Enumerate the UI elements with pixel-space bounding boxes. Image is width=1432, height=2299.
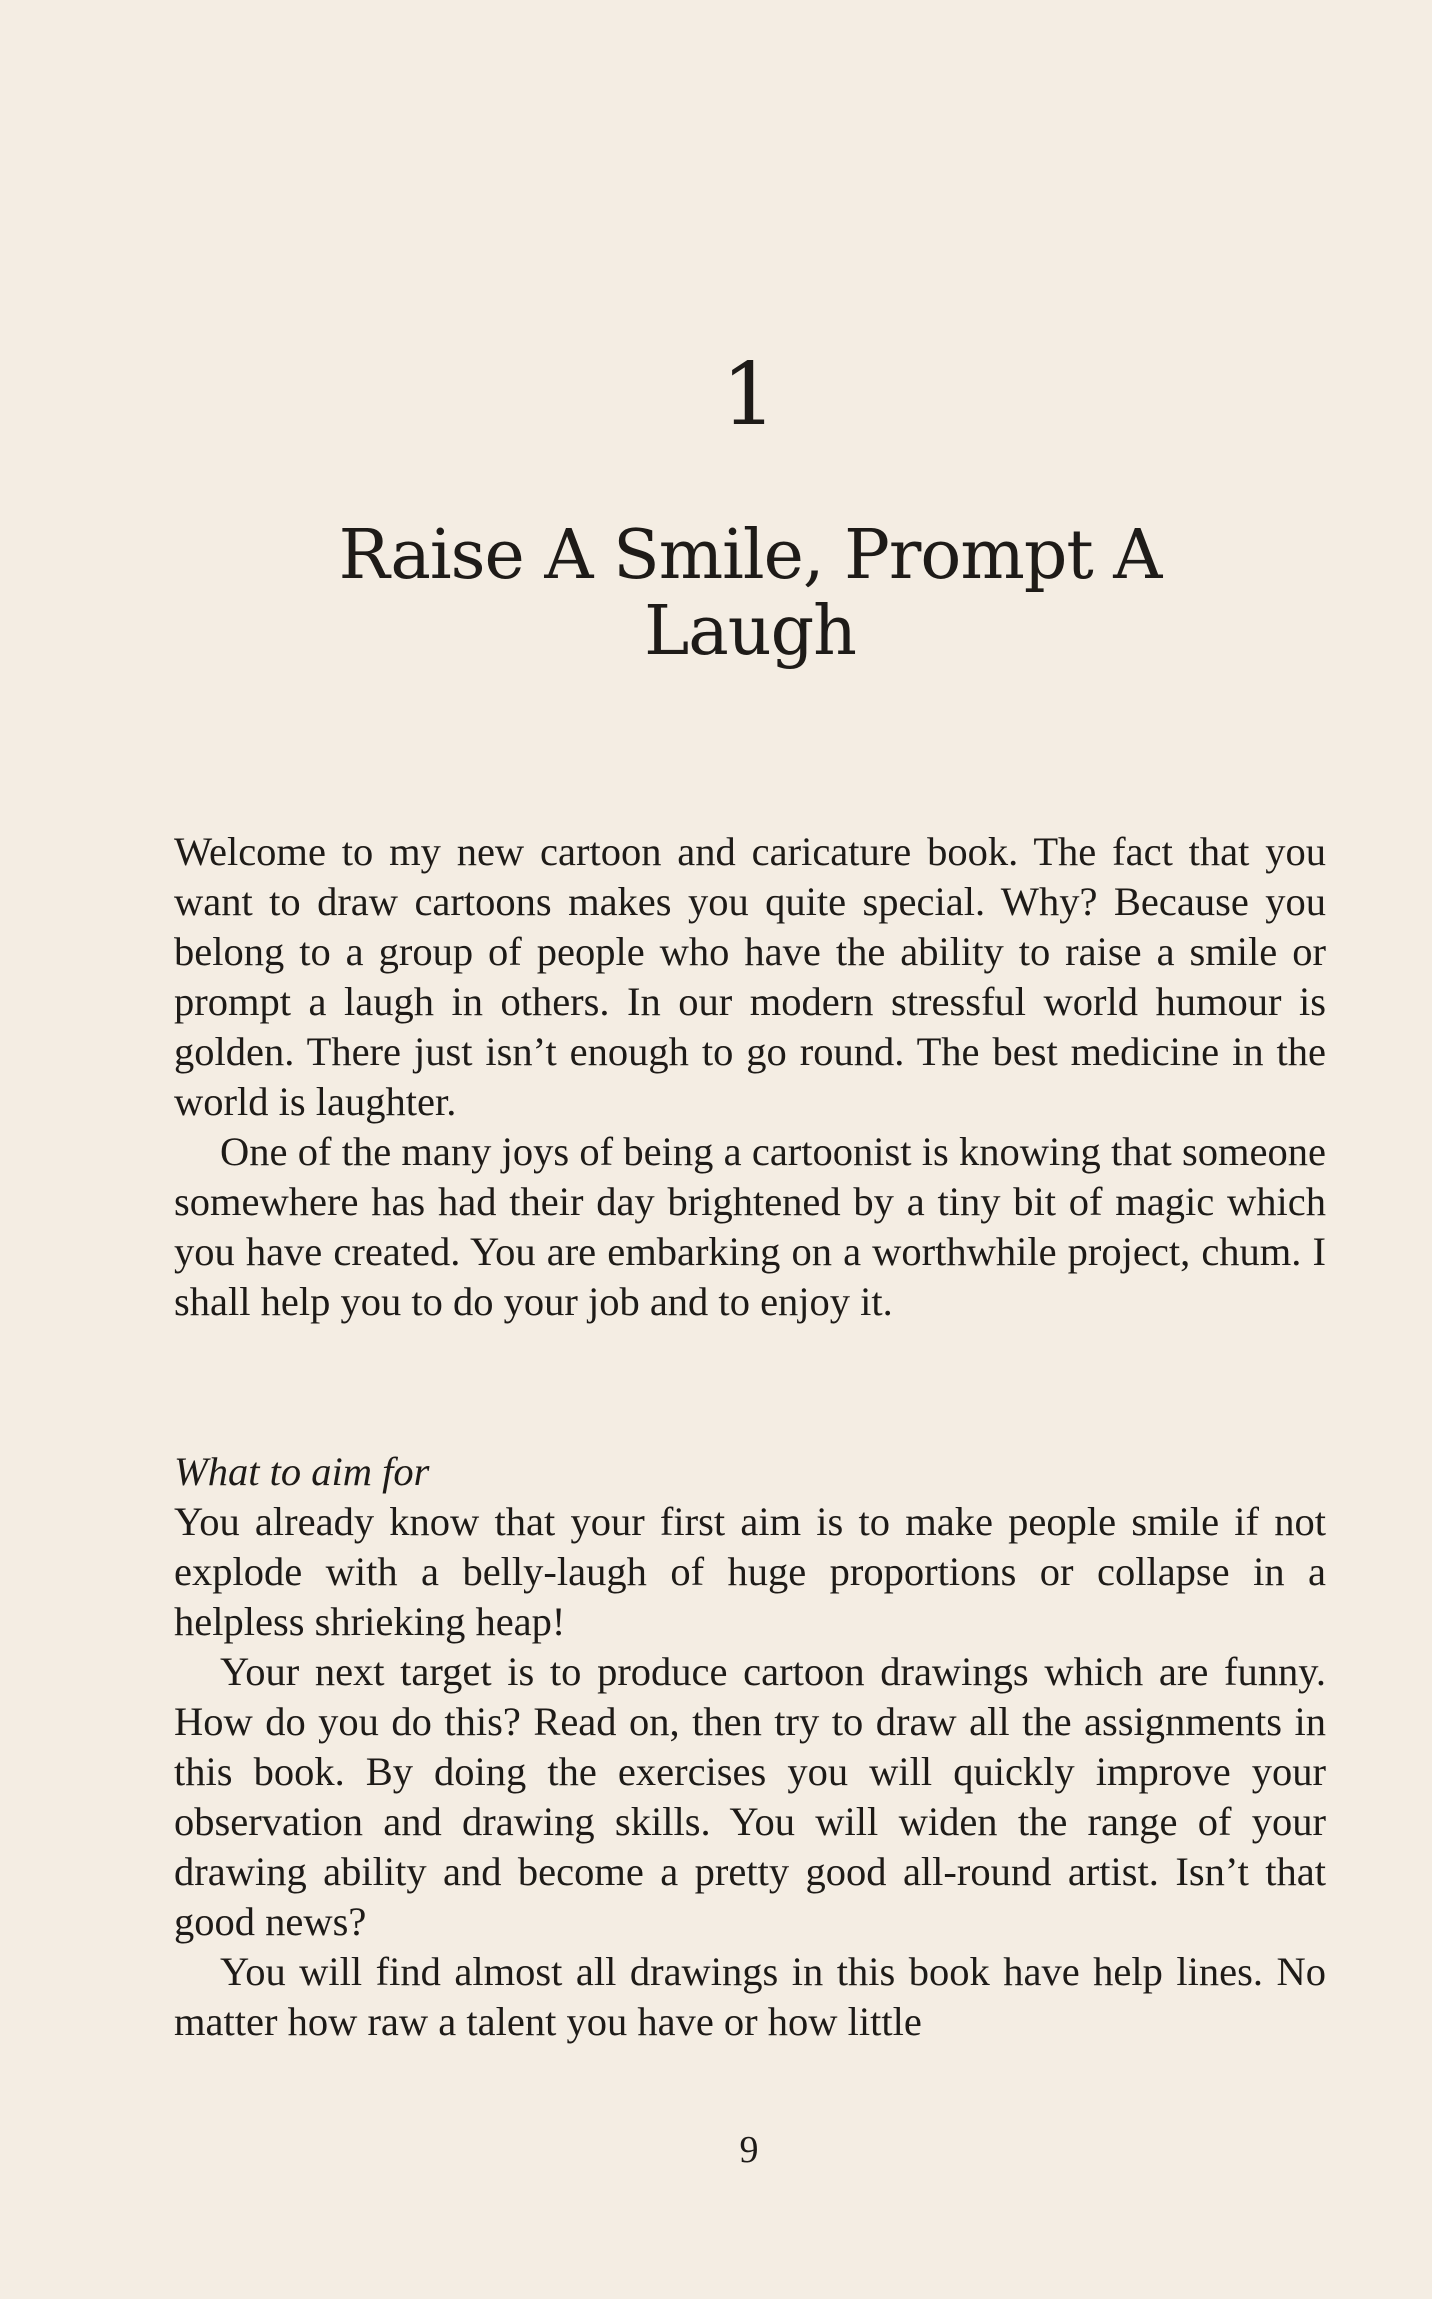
section-paragraph-1: You already know that your first aim is to make people smile if not explode with a belly-laugh of huge proportions or collapse in a helpless shrieking heap!: [174, 1499, 1326, 1644]
section-paragraph-3: You will find almost all drawings in this book have help lines. No matter how raw a talent you have or how little: [174, 1949, 1326, 2044]
section-heading: What to aim for: [174, 1449, 430, 1494]
chapter-title: Raise A Smile, Prompt A Laugh: [338, 516, 1162, 671]
intro-paragraph-1: Welcome to my new cartoon and caricature book. The fact that you want to draw cartoons makes you quite special. Why? Because you belong to a group of people who have the ability to raise a smile or prompt a laugh in others. In our modern stressful world humour is golden. There just isn’t enough to go round. The best medicine in the world is laughter.: [174, 829, 1326, 1124]
page-number: 9: [739, 2129, 759, 2171]
section-paragraph-2: Your next target is to produce cartoon drawings which are funny. How do you do this? Read on, then try to draw all the assignments in this book. By doing the exercises you will quickly improve your observation and drawing skills. You will widen the range of your drawing ability and become a pretty good all-round artist. Isn’t that good news?: [174, 1649, 1326, 1944]
section-text: [174, 1497, 1326, 2047]
intro-text: [174, 827, 1326, 1327]
intro-paragraph-2: One of the many joys of being a cartoonist is knowing that someone somewhere has had their day brightened by a tiny bit of magic which you have created. You are embarking on a worthwhile project, chum. I shall help you to do your job and to enjoy it.: [174, 1129, 1326, 1324]
chapter-number: 1: [721, 345, 777, 445]
